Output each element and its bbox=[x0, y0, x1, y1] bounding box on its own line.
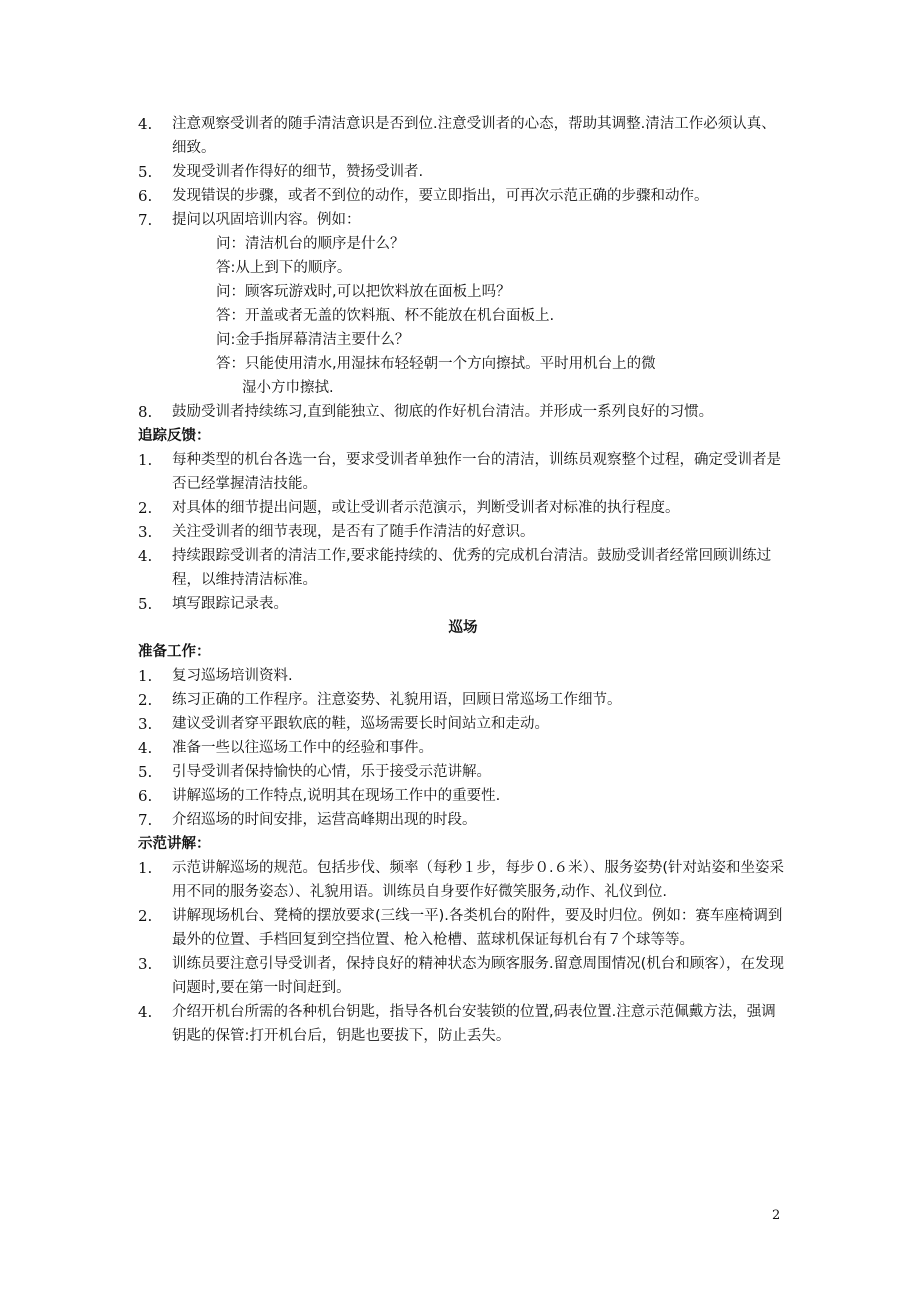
list-item bbox=[138, 952, 788, 1000]
item-text: 复习巡场培训资料. bbox=[172, 668, 293, 684]
list-item bbox=[138, 520, 788, 544]
item-text: 准备一些以往巡场工作中的经验和事件。 bbox=[172, 740, 433, 756]
list-item bbox=[138, 448, 788, 496]
list-item bbox=[138, 808, 788, 832]
item-text: 持续跟踪受训者的清洁工作,要求能持续的、优秀的完成机台清洁。鼓励受训者经常回顾训练过程，以维持清洁标准。 bbox=[172, 548, 772, 588]
item-number: 7. bbox=[138, 211, 153, 229]
list-item bbox=[138, 160, 788, 184]
qa-line-continued: 湿小方巾擦拭. bbox=[242, 380, 334, 396]
item-number: 1. bbox=[138, 859, 153, 877]
item-text: 介绍开机台所需的各种机台钥匙，指导各机台安装锁的位置,码表位置.注意示范佩戴方法，强调钥匙的保管:打开机台后，钥匙也要拔下，防止丢失。 bbox=[172, 1004, 776, 1044]
list-item bbox=[138, 664, 788, 688]
page-number: 2 bbox=[772, 1208, 781, 1223]
list-item bbox=[138, 904, 788, 952]
item-text: 讲解巡场的工作特点,说明其在现场工作中的重要性. bbox=[172, 788, 501, 804]
item-number: 3. bbox=[138, 523, 153, 541]
item-number: 6. bbox=[138, 187, 153, 205]
item-number: 4. bbox=[138, 115, 153, 133]
list-item bbox=[138, 856, 788, 904]
section-heading-feedback: 追踪反馈： bbox=[138, 428, 211, 444]
item-number: 1. bbox=[138, 667, 153, 685]
item-number: 2. bbox=[138, 691, 153, 709]
qa-line: 问：清洁机台的顺序是什么？ bbox=[216, 236, 405, 252]
list-item bbox=[138, 208, 788, 232]
item-number: 5. bbox=[138, 163, 153, 181]
list-item bbox=[138, 688, 788, 712]
item-text: 介绍巡场的时间安排，运营高峰期出现的时段。 bbox=[172, 812, 477, 828]
item-number: 8. bbox=[138, 403, 153, 421]
item-text: 关注受训者的细节表现，是否有了随手作清洁的好意识。 bbox=[172, 524, 535, 540]
document-body bbox=[138, 112, 788, 1048]
list-item bbox=[138, 496, 788, 520]
qa-line: 问：顾客玩游戏时,可以把饮料放在面板上吗？ bbox=[216, 284, 511, 300]
item-text: 提问以巩固培训内容。例如： bbox=[172, 212, 361, 228]
item-text: 对具体的细节提出问题，或让受训者示范演示，判断受训者对标准的执行程度。 bbox=[172, 500, 680, 516]
item-number: 2. bbox=[138, 907, 153, 925]
list-item bbox=[138, 592, 788, 616]
item-number: 7. bbox=[138, 811, 153, 829]
qa-line: 答：只能使用清水,用湿抹布轻轻朝一个方向擦拭。平时用机台上的微 bbox=[216, 356, 656, 372]
item-text: 引导受训者保持愉快的心情，乐于接受示范讲解。 bbox=[172, 764, 491, 780]
qa-line: 答:从上到下的顺序。 bbox=[216, 260, 352, 276]
item-number: 5. bbox=[138, 763, 153, 781]
item-text: 发现错误的步骤，或者不到位的动作，要立即指出，可再次示范正确的步骤和动作。 bbox=[172, 188, 709, 204]
list-item bbox=[138, 736, 788, 760]
item-number: 2. bbox=[138, 499, 153, 517]
item-text: 每种类型的机台各选一台，要求受训者单独作一台的清洁，训练员观察整个过程，确定受训者是否已经掌握清洁技能。 bbox=[172, 452, 781, 492]
section-heading-demo: 示范讲解： bbox=[138, 836, 211, 852]
qa-line: 答：开盖或者无盖的饮料瓶、杯不能放在机台面板上. bbox=[216, 308, 555, 324]
item-number: 4. bbox=[138, 739, 153, 757]
list-item bbox=[138, 1000, 788, 1048]
list-item bbox=[138, 712, 788, 736]
item-text: 练习正确的工作程序。注意姿势、礼貌用语，回顾日常巡场工作细节。 bbox=[172, 692, 622, 708]
item-text: 建议受训者穿平跟软底的鞋，巡场需要长时间站立和走动。 bbox=[172, 716, 549, 732]
list-item bbox=[138, 400, 788, 424]
item-text: 讲解现场机台、凳椅的摆放要求(三线一平).各类机台的附件，要及时归位。例如：赛车座椅调到最外的位置、手档回复到空挡位置、枪入枪槽、蓝球机保证每机台有７个球等等。 bbox=[172, 908, 783, 948]
item-text: 示范讲解巡场的规范。包括步伐、频率（每秒１步，每步０.６米）、服务姿势(针对站姿和坐姿采用不同的服务姿态）、礼貌用语。训练员自身要作好微笑服务,动作、礼仪到位. bbox=[172, 860, 785, 900]
section-heading-prep: 准备工作： bbox=[138, 644, 211, 660]
qa-line: 问:金手指屏幕清洁主要什么？ bbox=[216, 332, 410, 348]
item-number: 3. bbox=[138, 715, 153, 733]
list-item bbox=[138, 184, 788, 208]
item-number: 4. bbox=[138, 547, 153, 565]
section-title-patrol: 巡场 bbox=[448, 620, 478, 636]
item-text: 鼓励受训者持续练习,直到能独立、彻底的作好机台清洁。并形成一系列良好的习惯。 bbox=[172, 404, 714, 420]
list-item bbox=[138, 112, 788, 160]
item-text: 训练员要注意引导受训者，保持良好的精神状态为顾客服务.留意周围情况(机台和顾客），在发现问题时,要在第一时间赶到。 bbox=[172, 956, 785, 996]
item-number: 5. bbox=[138, 595, 153, 613]
item-number: 6. bbox=[138, 787, 153, 805]
item-number: 4. bbox=[138, 1003, 153, 1021]
item-number: 3. bbox=[138, 955, 153, 973]
item-text: 填写跟踪记录表。 bbox=[172, 596, 288, 612]
list-item bbox=[138, 544, 788, 592]
list-item bbox=[138, 784, 788, 808]
item-text: 注意观察受训者的随手清洁意识是否到位.注意受训者的心态，帮助其调整.清洁工作必须认真、细致。 bbox=[172, 116, 776, 156]
list-item bbox=[138, 760, 788, 784]
item-number: 1. bbox=[138, 451, 153, 469]
item-text: 发现受训者作得好的细节，赞扬受训者. bbox=[172, 164, 424, 180]
